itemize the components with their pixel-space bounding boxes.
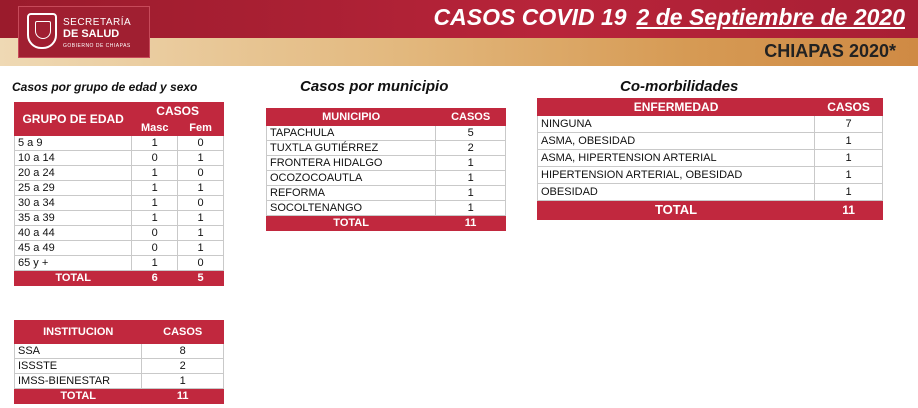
table-row bbox=[15, 241, 224, 256]
casos-cell: 7 bbox=[815, 116, 883, 133]
casos-cell: 1 bbox=[436, 156, 506, 171]
total-fem: 5 bbox=[178, 271, 224, 286]
fem-cell: 1 bbox=[178, 151, 224, 166]
table-row bbox=[538, 184, 883, 201]
edad-table bbox=[14, 102, 224, 286]
grupo-cell: 45 a 49 bbox=[15, 241, 132, 256]
logo-line1: SECRETARÍA bbox=[63, 17, 132, 28]
casos-cell: 1 bbox=[815, 167, 883, 184]
fem-cell: 0 bbox=[178, 136, 224, 151]
grupo-cell: 25 a 29 bbox=[15, 181, 132, 196]
logo-line2: DE SALUD bbox=[63, 28, 120, 40]
secretaria-salud-logo bbox=[18, 6, 150, 58]
total-label: TOTAL bbox=[15, 271, 132, 286]
municipio-table bbox=[266, 108, 506, 231]
table-row bbox=[538, 167, 883, 184]
total-label: TOTAL bbox=[538, 201, 815, 220]
table-row bbox=[15, 196, 224, 211]
total-masc: 6 bbox=[132, 271, 178, 286]
casos-cell: 1 bbox=[815, 184, 883, 201]
page-title bbox=[300, 4, 905, 34]
col-institucion: INSTITUCION bbox=[15, 321, 142, 344]
coat-of-arms-icon bbox=[27, 13, 57, 49]
total-value: 11 bbox=[815, 201, 883, 220]
col-casos: CASOS bbox=[132, 103, 224, 121]
municipio-cell: TUXTLA GUTIÉRREZ bbox=[267, 141, 436, 156]
col-casos: CASOS bbox=[436, 109, 506, 126]
table-row bbox=[538, 150, 883, 167]
casos-cell: 1 bbox=[142, 374, 224, 389]
masc-cell: 1 bbox=[132, 166, 178, 181]
masc-cell: 1 bbox=[132, 181, 178, 196]
casos-cell: 2 bbox=[436, 141, 506, 156]
municipio-cell: FRONTERA HIDALGO bbox=[267, 156, 436, 171]
casos-cell: 5 bbox=[436, 126, 506, 141]
grupo-cell: 65 y + bbox=[15, 256, 132, 271]
grupo-cell: 35 a 39 bbox=[15, 211, 132, 226]
casos-cell: 1 bbox=[436, 201, 506, 216]
casos-cell: 1 bbox=[436, 171, 506, 186]
institucion-cell: ISSSTE bbox=[15, 359, 142, 374]
enfermedad-cell: ASMA, HIPERTENSION ARTERIAL bbox=[538, 150, 815, 167]
casos-cell: 2 bbox=[142, 359, 224, 374]
masc-cell: 1 bbox=[132, 196, 178, 211]
col-masc: Masc bbox=[132, 120, 178, 135]
table-row bbox=[15, 136, 224, 151]
total-value: 11 bbox=[436, 216, 506, 231]
grupo-cell: 20 a 24 bbox=[15, 166, 132, 181]
grupo-cell: 5 a 9 bbox=[15, 136, 132, 151]
col-fem: Fem bbox=[178, 120, 224, 135]
total-row bbox=[538, 201, 883, 220]
col-casos: CASOS bbox=[142, 321, 224, 344]
masc-cell: 1 bbox=[132, 211, 178, 226]
total-row bbox=[15, 389, 224, 404]
enfermedad-cell: ASMA, OBESIDAD bbox=[538, 133, 815, 150]
municipio-cell: OCOZOCOAUTLA bbox=[267, 171, 436, 186]
col-grupo-edad: GRUPO DE EDAD bbox=[15, 103, 132, 136]
table-row bbox=[15, 359, 224, 374]
page-header bbox=[0, 0, 918, 66]
masc-cell: 0 bbox=[132, 151, 178, 166]
table-row bbox=[15, 226, 224, 241]
table-row bbox=[267, 156, 506, 171]
title-date: 2 de Septiembre de 2020 bbox=[636, 4, 905, 30]
fem-cell: 0 bbox=[178, 166, 224, 181]
enfermedad-cell: HIPERTENSION ARTERIAL, OBESIDAD bbox=[538, 167, 815, 184]
fem-cell: 1 bbox=[178, 181, 224, 196]
table-row bbox=[267, 141, 506, 156]
masc-cell: 0 bbox=[132, 241, 178, 256]
title-text: CASOS COVID 19 bbox=[433, 4, 627, 30]
total-row bbox=[15, 271, 224, 286]
masc-cell: 1 bbox=[132, 136, 178, 151]
logo-line3: GOBIERNO DE CHIAPAS bbox=[63, 43, 131, 49]
table-row bbox=[267, 201, 506, 216]
fem-cell: 1 bbox=[178, 211, 224, 226]
municipio-cell: SOCOLTENANGO bbox=[267, 201, 436, 216]
table-row bbox=[538, 116, 883, 133]
institucion-table bbox=[14, 320, 224, 404]
fem-cell: 0 bbox=[178, 256, 224, 271]
table-row bbox=[15, 344, 224, 359]
casos-cell: 8 bbox=[142, 344, 224, 359]
institucion-cell: SSA bbox=[15, 344, 142, 359]
col-enfermedad: ENFERMEDAD bbox=[538, 99, 815, 116]
total-label: TOTAL bbox=[15, 389, 142, 404]
municipio-section-title: Casos por municipio bbox=[300, 78, 449, 95]
total-label: TOTAL bbox=[267, 216, 436, 231]
grupo-cell: 30 a 34 bbox=[15, 196, 132, 211]
table-row bbox=[15, 256, 224, 271]
fem-cell: 1 bbox=[178, 226, 224, 241]
table-row bbox=[267, 186, 506, 201]
municipio-cell: REFORMA bbox=[267, 186, 436, 201]
region-label: CHIAPAS 2020* bbox=[764, 41, 896, 61]
table-row bbox=[267, 126, 506, 141]
fem-cell: 0 bbox=[178, 196, 224, 211]
casos-cell: 1 bbox=[815, 133, 883, 150]
table-row bbox=[15, 374, 224, 389]
table-row bbox=[15, 181, 224, 196]
enfermedad-cell: NINGUNA bbox=[538, 116, 815, 133]
table-row bbox=[15, 166, 224, 181]
table-row bbox=[538, 133, 883, 150]
grupo-cell: 10 a 14 bbox=[15, 151, 132, 166]
edad-rows bbox=[15, 136, 224, 286]
masc-cell: 0 bbox=[132, 226, 178, 241]
comorbilidades-table bbox=[537, 98, 883, 220]
municipio-cell: TAPACHULA bbox=[267, 126, 436, 141]
masc-cell: 1 bbox=[132, 256, 178, 271]
grupo-cell: 40 a 44 bbox=[15, 226, 132, 241]
fem-cell: 1 bbox=[178, 241, 224, 256]
table-row bbox=[15, 211, 224, 226]
col-casos: CASOS bbox=[815, 99, 883, 116]
table-row bbox=[267, 171, 506, 186]
edad-section-title: Casos por grupo de edad y sexo bbox=[12, 80, 198, 94]
col-municipio: MUNICIPIO bbox=[267, 109, 436, 126]
casos-cell: 1 bbox=[815, 150, 883, 167]
casos-cell: 1 bbox=[436, 186, 506, 201]
comorbilidades-section-title: Co-morbilidades bbox=[620, 78, 739, 95]
total-row bbox=[267, 216, 506, 231]
table-row bbox=[15, 151, 224, 166]
institucion-cell: IMSS-BIENESTAR bbox=[15, 374, 142, 389]
total-value: 11 bbox=[142, 389, 224, 404]
enfermedad-cell: OBESIDAD bbox=[538, 184, 815, 201]
